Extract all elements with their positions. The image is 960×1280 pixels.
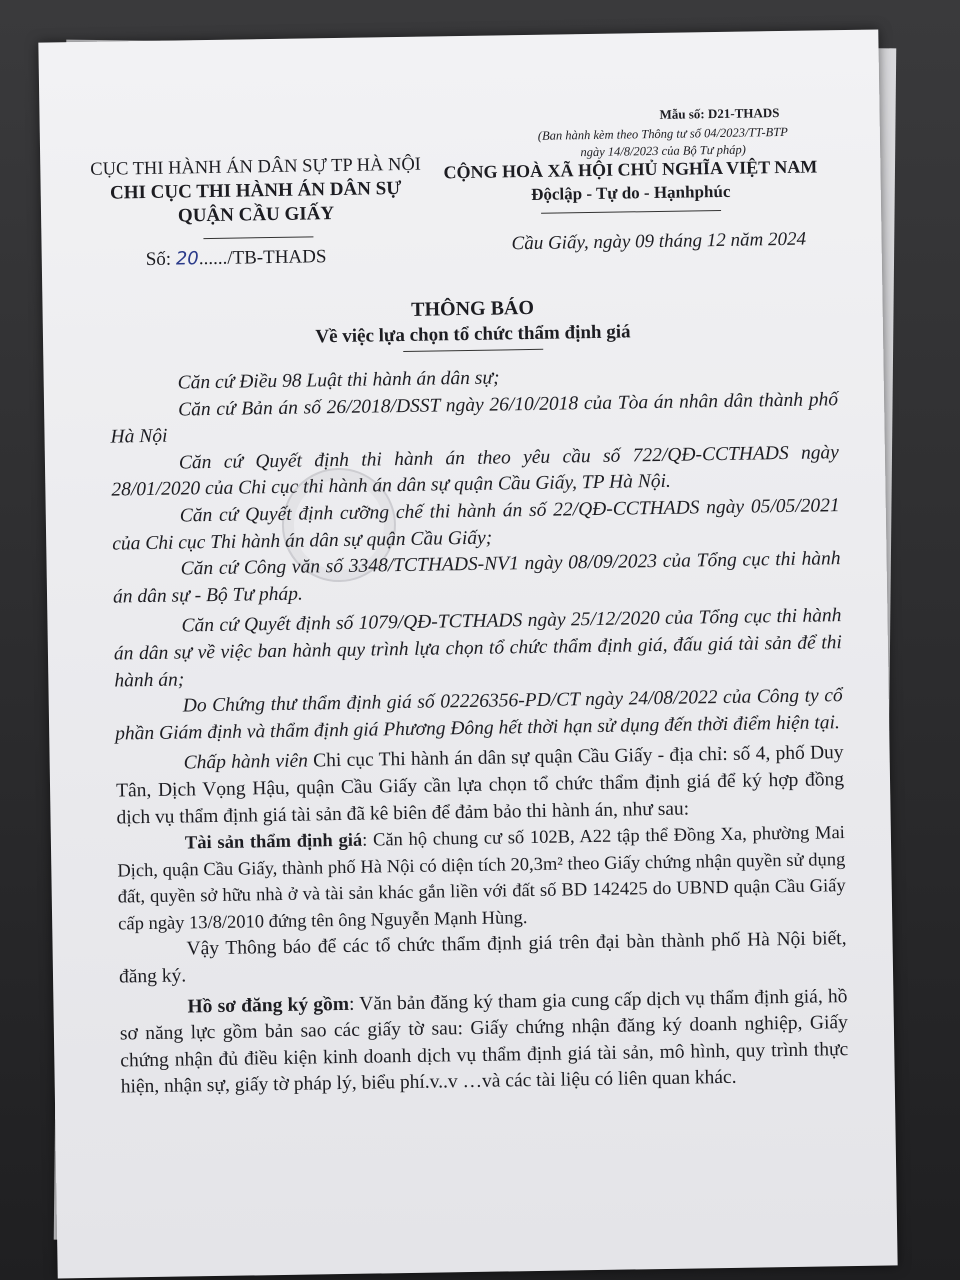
document-number (146, 246, 327, 271)
issuing-agency (90, 153, 421, 230)
paragraph-legal-basis-5: Căn cứ Công văn số 3348/TCTHADS-NV1 ngày 08/09/2023 của Tổng cục thi hành án dân sự - Bộ Tư pháp. (112, 548, 841, 608)
dossier-label: Hồ sơ đăng ký gồm (187, 993, 350, 1018)
doc-number-suffix: ....../TB-THADS (198, 246, 327, 270)
paragraph-legal-basis-2: Căn cứ Bản án số 26/2018/DSST ngày 26/10/2018 của Tòa án nhân dân thành phố Hà Nội (110, 388, 839, 448)
form-issued-line2: ngày 14/8/2023 của Bộ Tư pháp) (580, 142, 746, 160)
nation-line1: CỘNG HOÀ XÃ HỘI CHỦ NGHĨA VIỆT NAM (443, 156, 818, 183)
agency-underline (203, 236, 313, 239)
enforcement-officer-label: Chấp hành viên (183, 750, 309, 774)
form-number: Mẫu số: D21-THADS (659, 105, 780, 122)
doc-number-handwritten: 20 (175, 248, 199, 270)
asset-label: Tài sản thẩm định giá (184, 830, 363, 854)
agency-line3: QUẬN CẦU GIẤY (177, 203, 335, 227)
paragraph-notice: Vậy Thông báo để các tổ chức thẩm định giá trên đại bàn thành phố Hà Nội biết, đăng ký. (118, 928, 847, 988)
doc-number-prefix: Số: (145, 248, 177, 271)
paragraph-legal-basis-6: Căn cứ Quyết định số 1079/QĐ-TCTHADS ngày 25/12/2020 của Tổng cục thi hành án dân sự về việc ban hành quy trình lựa chọn tổ chức thẩm định giá, đấu giá tài sản để thi hành án; (113, 605, 843, 692)
agency-line1: CỤC THI HÀNH ÁN DÂN SỰ TP HÀ NỘI (90, 154, 422, 180)
form-issued-line1: (Ban hành kèm theo Thông tư số 04/2023/TT-BTP (537, 124, 788, 143)
paragraph-asset (117, 820, 847, 938)
paragraph-enforcement-officer (115, 740, 844, 831)
document-subtitle: Về việc lựa chọn tổ chức thẩm định giá (315, 321, 631, 348)
document-title: THÔNG BÁO (411, 296, 535, 321)
paragraph-dossier (119, 984, 849, 1102)
paragraph-legal-basis-3: Căn cứ Quyết định thi hành án theo yêu cầu số 722/QĐ-CCTHADS ngày 28/01/2020 của Chi cục thi hành án dân sự quận Cầu Giấy, TP Hà Nội. (111, 441, 840, 501)
title-underline (403, 349, 543, 352)
document-body (110, 360, 849, 1101)
asset-text: : Căn hộ chung cư số 102B, A22 tập thể Đồng Xa, phường Mai Dịch, quận Cầu Giấy, thành phố Hà Nội có diện tích 20,3m² theo Giấy chứng nhận quyền sử dụng đất, quyền sở hữu nhà ở và tài sản khác gắn liền với đất số BD 142425 do UBND quận Cầu Giấy cấp ngày 13/8/2010 đứng tên ông Nguyễn Mạnh Hùng. (117, 823, 846, 935)
paragraph-legal-basis-7: Do Chứng thư thẩm định giá số 02226356-PD/CT ngày 24/08/2022 của Công ty cổ phần Giám định và thẩm định giá Phương Đông hết thời hạn sử dụng đến thời điểm hiện tại. (115, 685, 843, 745)
agency-line2: CHI CỤC THI HÀNH ÁN DÂN SỰ (109, 177, 402, 204)
dossier-text: : Văn bản đăng ký tham gia cung cấp dịch vụ thẩm định giá, hồ sơ năng lực gồm bản sao các giấy tờ sau: Giấy chứng nhận đăng ký doanh nghiệp, Giấy chứng nhận đủ điều kiện kinh doanh dịch vụ thẩm định giá tài sản, mô hình, quy trình thực hiện, nhận sự, giấy tờ pháp lý, biểu phí.v..v …và các tài liệu có liên quan khác. (119, 985, 849, 1098)
date-line: Cầu Giấy, ngày 09 tháng 12 năm 2024 (511, 228, 807, 255)
paragraph-legal-basis-1: Căn cứ Điều 98 Luật thi hành án dân sự; (177, 367, 500, 394)
national-motto (440, 154, 821, 208)
enforcement-officer-text: Chi cục Thi hành án dân sự quận Cầu Giấy - địa chỉ: số 4, phố Duy Tân, Dịch Vọng Hậu, quận Cầu Giấy cần lựa chọn tổ chức thẩm định giá để ký hợp đồng dịch vụ thẩm định giá tài sản đã kê biên để đảm bảo thi hành án, như sau: (115, 742, 845, 829)
nation-line2: Độclập - Tự do - Hạnhphúc (530, 181, 731, 204)
nation-underline (541, 210, 721, 214)
paragraph-legal-basis-4: Căn cứ Quyết định cưỡng chế thi hành án số 22/QĐ-CCTHADS ngày 05/05/2021 của Chi cục Thi hành án dân sự quận Cầu Giấy; (112, 495, 840, 555)
document-page (38, 29, 897, 1278)
